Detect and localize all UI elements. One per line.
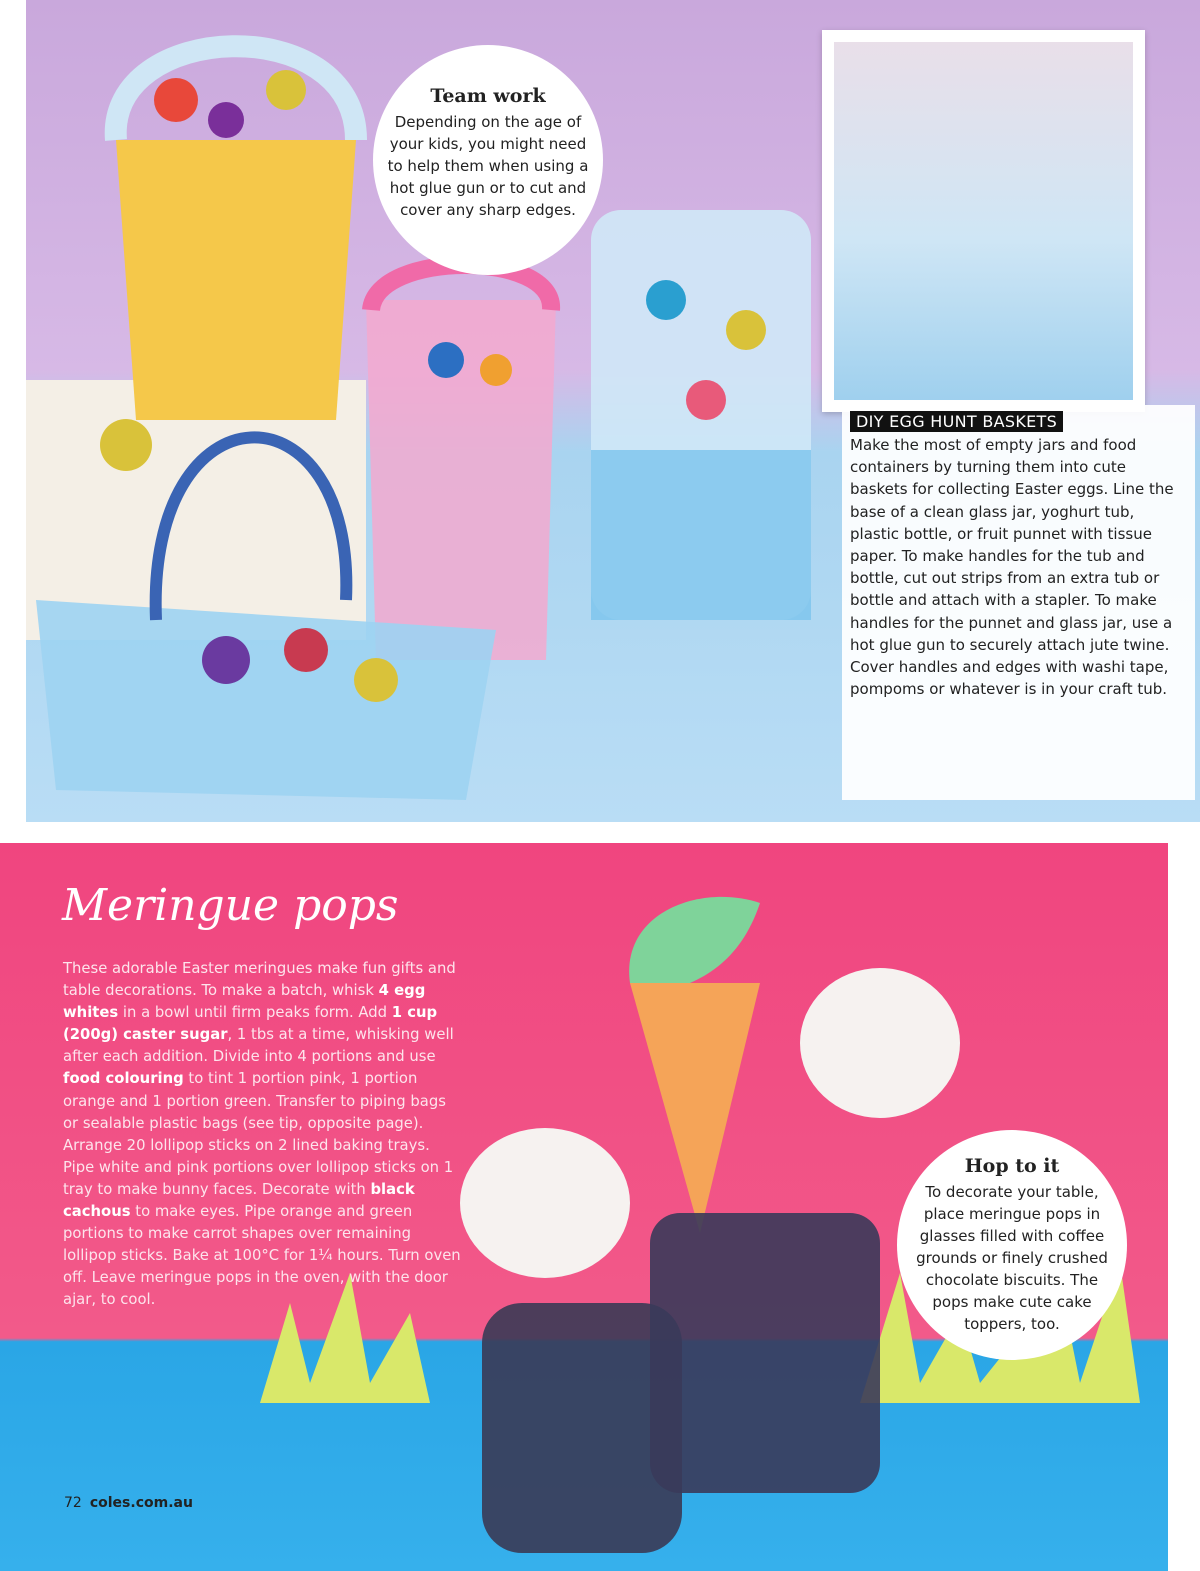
team-work-text: Depending on the age of your kids, you might need to help them when using a hot glue gun or to cut and cover any sharp edges. [387,113,589,219]
method-text: to tint 1 portion pink, 1 portion orange and 1 portion green. Transfer to piping bags or sealable plastic bags (see tip, opposite page). Arrange 20 lollipop sticks on 2 lined baking trays. Pipe white and pink portions over lollipop sticks on 1 tray to make bunny faces. Decorate with [63,1070,454,1198]
bunny-pop-left [460,1128,630,1278]
hop-text: To decorate your table, place meringue pops in glasses filled with coffee grounds or finely crushed chocolate biscuits. The pops make cute cake toppers, too. [916,1183,1108,1333]
glue-gun-photo [834,42,1133,400]
ingredient: food colouring [63,1070,184,1088]
method-text: , 1 tbs at a time, whisking well after each addition. Divide into 4 portions and use [63,1026,454,1066]
method-text: to make eyes. Pipe orange and green portions to make carrot shapes over remaining lollipop sticks. Bake at 100°C for 1¼ hours. Turn oven off. Leave meringue pops in the oven, with the door ajar, to cool. [63,1203,461,1309]
diy-heading: DIY EGG HUNT BASKETS [850,411,1063,432]
glass-right [650,1213,880,1493]
polaroid-photo [822,30,1145,412]
team-work-callout [373,45,603,275]
page-footer [64,1495,193,1511]
ingredient: 4 egg whites [63,982,426,1022]
diy-text: Make the most of empty jars and food containers by turning them into cute baskets for collecting Easter eggs. Line the base of a clean glass jar, yoghurt tub, plastic bottle, or fruit punnet with tissue paper. To make handles for the tub and bottle, cut out strips from an extra tub or bottle and attach with a stapler. To make handles for the punnet and glass jar, use a hot glue gun to securely attach jute twine. Cover handles and edges with washi tape, pompoms or whatever is in your craft tub. [850,436,1174,699]
hop-to-it-callout [897,1130,1127,1360]
ingredient: black cachous [63,1180,415,1221]
method-text: These adorable Easter meringues make fun gifts and table decorations. To make a batch, whisk [63,960,456,1000]
yellow-tub [116,140,356,420]
punnet-basket [36,600,496,800]
site-link[interactable]: coles.com.au [89,1495,193,1511]
bunny-pop-right [800,968,960,1118]
carrot-top [629,897,760,993]
diy-panel [842,405,1195,800]
page-number: 72 [64,1495,82,1511]
method-text: in a bowl until firm peaks form. Add [118,1004,392,1022]
team-work-title: Team work [430,85,546,107]
meringue-title: Meringue pops [62,880,399,931]
meringue-text [63,958,463,1312]
ingredient: 1 cup (200g) caster sugar [63,1004,438,1044]
hop-title: Hop to it [964,1155,1060,1177]
carrot-pop [630,983,760,1233]
